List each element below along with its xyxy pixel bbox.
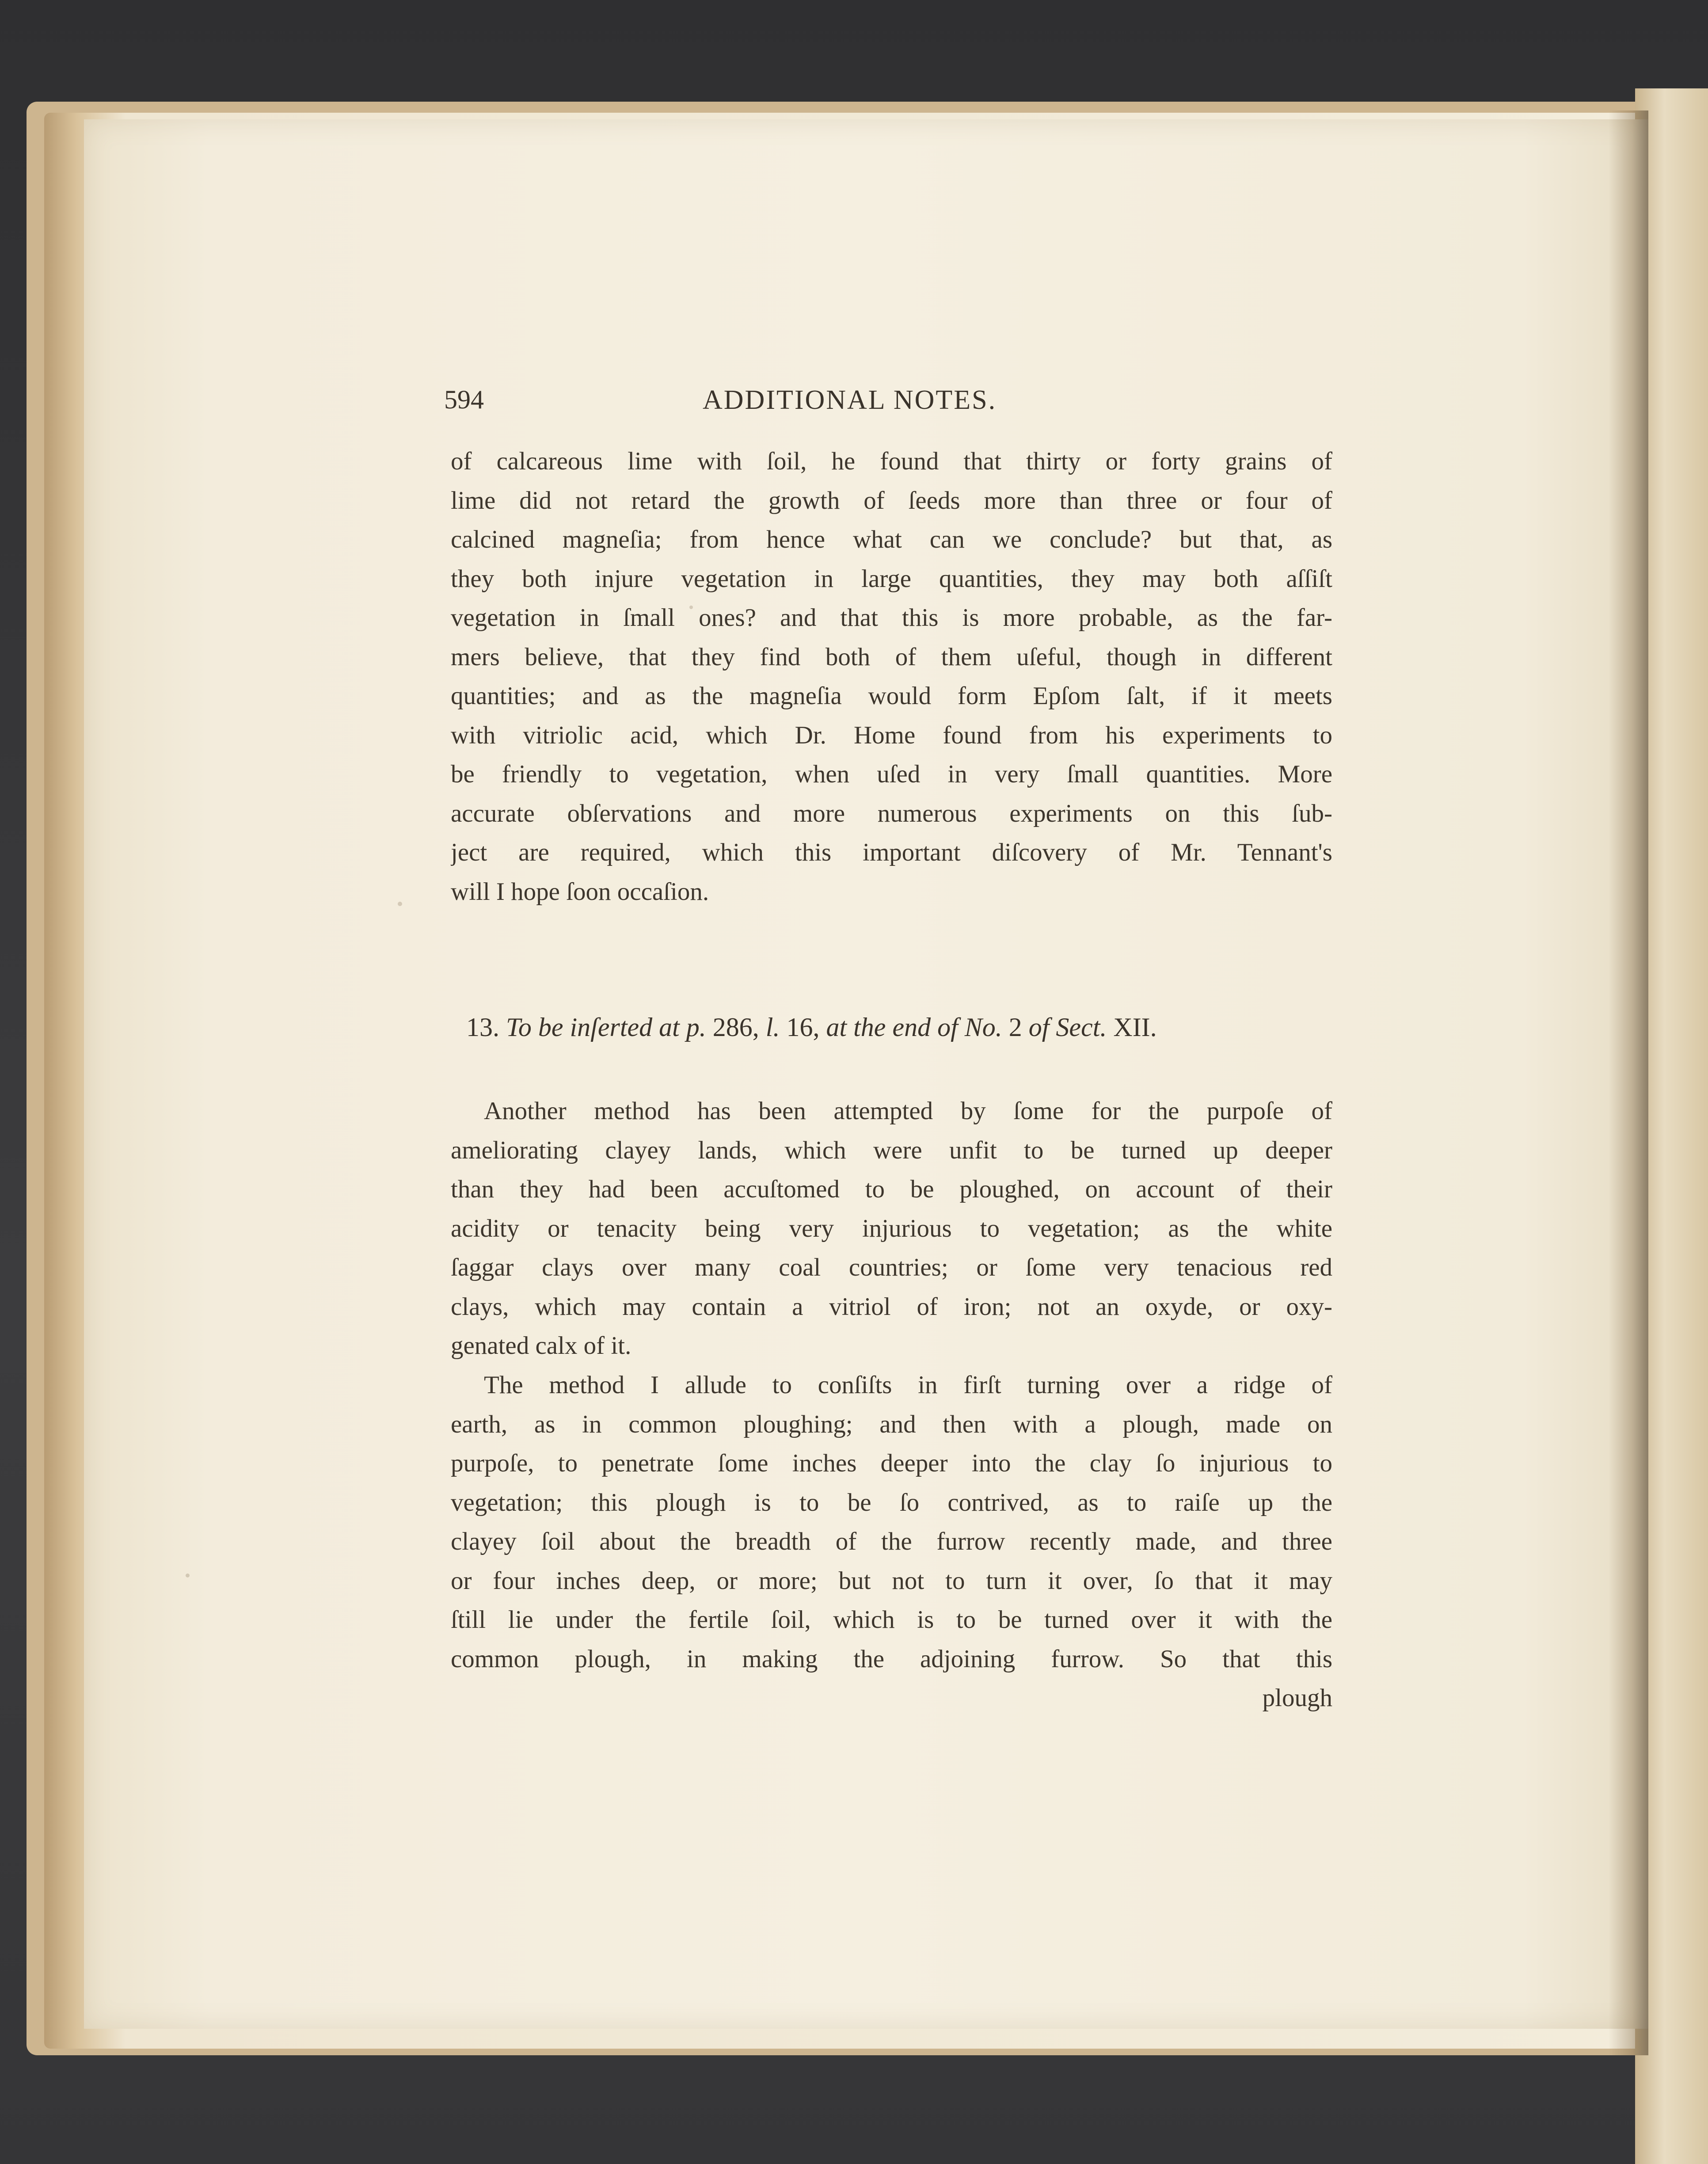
section-number: 13. (466, 1013, 499, 1042)
page-header (444, 385, 1337, 429)
text-line: be friendly to vegetation, when uſed in very ſmall quantities. More (451, 760, 1332, 788)
heading-line: 16, (786, 1013, 820, 1042)
text-line: common plough, in making the adjoining furrow. So that this (451, 1645, 1332, 1673)
text-line: lime did not retard the growth of ſeeds more than three or four of (451, 486, 1332, 514)
page-number: 594 (444, 385, 484, 414)
heading-text: To be inſerted at p. (506, 1013, 706, 1042)
paper-spot (398, 902, 402, 906)
heading-text: of Sect. (1028, 1013, 1107, 1042)
catchword: plough (1262, 1684, 1332, 1712)
text-line: Another method has been attempted by ſome for the purpoſe of (484, 1097, 1332, 1125)
text-line: of calcareous lime with ſoil, he found that thirty or forty grains of (451, 447, 1332, 475)
paragraph-1 (451, 442, 1332, 911)
text-line: accurate obſervations and more numerous experiments on this ſub- (451, 799, 1332, 827)
text-line: they both injure vegetation in large quantities, they may both aſſiſt (451, 564, 1332, 593)
paragraph-2 (451, 1092, 1332, 1366)
heading-page: 286, (712, 1013, 759, 1042)
text-line: ſtill lie under the fertile ſoil, which is to be turned over it with the (451, 1606, 1332, 1634)
section-heading (466, 1012, 1332, 1043)
text-line: vegetation in ſmall ones? and that this is more probable, as the far- (451, 604, 1332, 632)
text-line: mers believe, that they find both of them uſeful, though in different (451, 643, 1332, 671)
text-line: calcined magneſia; from hence what can we conclude? but that, as (451, 526, 1332, 553)
text-line: The method I allude to conſiſts in firſt turning over a ridge of (484, 1371, 1332, 1399)
heading-sect: XII. (1113, 1013, 1157, 1042)
text-line: ſaggar clays over many coal countries; or ſome very tenacious red (451, 1253, 1332, 1281)
text-line: quantities; and as the magneſia would form Epſom ſalt, if it meets (451, 682, 1332, 710)
text-line: earth, as in common ploughing; and then with a plough, made on (451, 1410, 1332, 1438)
text-line: purpoſe, to penetrate ſome inches deeper into the clay ſo injurious to (451, 1449, 1332, 1477)
paper-spot (186, 1573, 190, 1577)
text-line: ject are required, which this important diſcovery of Mr. Tennant's (451, 838, 1332, 866)
text-line: acidity or tenacity being very injurious to vegetation; as the white (451, 1214, 1332, 1242)
running-head: ADDITIONAL NOTES. (703, 385, 997, 415)
text-line: with vitriolic acid, which Dr. Home found from his experiments to (451, 721, 1332, 749)
heading-no: 2 (1008, 1013, 1022, 1042)
text-line: or four inches deep, or more; but not to turn it over, ſo that it may (451, 1566, 1332, 1595)
heading-text: at the end of No. (826, 1013, 1002, 1042)
page-gutter (1609, 110, 1648, 2055)
text-line: genated calx of it. (451, 1332, 631, 1360)
heading-text: l. (765, 1013, 780, 1042)
text-line: vegetation; this plough is to be ſo contrived, as to raiſe up the (451, 1488, 1332, 1516)
text-line: clays, which may contain a vitriol of iron; not an oxyde, or oxy- (451, 1292, 1332, 1321)
text-line: ameliorating clayey lands, which were unfit to be turned up deeper (451, 1136, 1332, 1164)
text-line: will I hope ſoon occaſion. (451, 877, 709, 906)
paragraph-3 (451, 1366, 1332, 1718)
text-line: than they had been accuſtomed to be ploughed, on account of their (451, 1175, 1332, 1203)
text-line: clayey ſoil about the breadth of the furrow recently made, and three (451, 1528, 1332, 1555)
